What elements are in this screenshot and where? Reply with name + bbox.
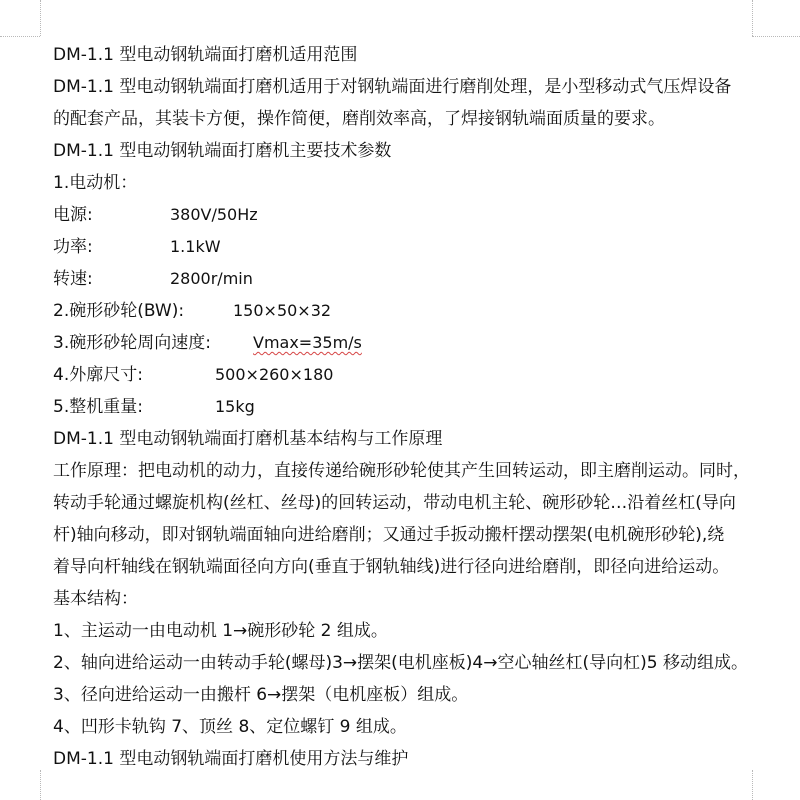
principle-line-3: 杆)轴向移动，即对钢轨端面轴向进给磨削；又通过手扳动搬杆摆动摆架(电机碗形砂轮),绕 [53, 525, 725, 545]
intro-line-2: 的配套产品，其装卡方便，操作简便，磨削效率高，了焊接钢轨端面质量的要求。 [53, 109, 665, 129]
motor-heading: 1.电动机： [53, 173, 138, 193]
principle-line-2: 转动手轮通过螺旋机构(丝杠、丝母)的回转运动，带动电机主轮、碗形砂轮…沿着丝杠(导向 [53, 493, 736, 513]
margin-guide-bottom-left [40, 770, 41, 800]
spec-label: 转速: [53, 269, 93, 289]
spec-row-wheel-speed [53, 327, 793, 359]
spec-value: 15kg [215, 397, 255, 416]
structure-heading: 基本结构： [53, 589, 138, 609]
spec-label: 3.碗形砂轮周向速度: [53, 333, 211, 353]
spec-value: Vmax=35m/s [253, 333, 362, 352]
spec-row-power [53, 231, 793, 263]
margin-guide-top-left [40, 0, 41, 36]
structure-item-3: 3、径向进给运动一由搬杆 6→摆架（电机座板）组成。 [53, 685, 469, 705]
spec-row-weight [53, 391, 793, 423]
margin-guide-top-right [752, 0, 753, 36]
spec-value: 500×260×180 [215, 365, 334, 384]
section-title-scope: DM-1.1 型电动钢轨端面打磨机适用范围 [53, 45, 358, 65]
spec-value: 1.1kW [170, 237, 221, 256]
structure-item-4: 4、凹形卡轨钩 7、顶丝 8、定位螺钉 9 组成。 [53, 717, 407, 737]
spec-label: 功率: [53, 237, 93, 257]
document-body [53, 39, 793, 775]
spec-value: 150×50×32 [233, 301, 332, 320]
section-title-principle: DM-1.1 型电动钢轨端面打磨机基本结构与工作原理 [53, 429, 443, 449]
margin-guide-top-left-h [0, 36, 40, 37]
spec-label: 4.外廓尺寸: [53, 365, 143, 385]
spec-row-speed [53, 263, 793, 295]
principle-line-4: 着导向杆轴线在钢轨端面径向方向(垂直于钢轨轴线)进行径向进给磨削，即径向进给运动。 [53, 557, 730, 577]
spec-row-power-supply [53, 199, 793, 231]
section-title-specs: DM-1.1 型电动钢轨端面打磨机主要技术参数 [53, 141, 392, 161]
spec-label: 5.整机重量: [53, 397, 143, 417]
spec-value: 380V/50Hz [170, 205, 258, 224]
spec-value: 2800r/min [170, 269, 253, 288]
spec-row-wheel [53, 295, 793, 327]
principle-line-1: 工作原理：把电动机的动力，直接传递给碗形砂轮使其产生回转运动，即主磨削运动。同时， [53, 461, 750, 481]
spec-label: 电源: [53, 205, 93, 225]
section-title-usage: DM-1.1 型电动钢轨端面打磨机使用方法与维护 [53, 749, 409, 769]
structure-item-1: 1、主运动一由电动机 1→碗形砂轮 2 组成。 [53, 621, 388, 641]
margin-guide-top-right-h [752, 36, 800, 37]
intro-line-1: DM-1.1 型电动钢轨端面打磨机适用于对钢轨端面进行磨削处理，是小型移动式气压焊设备 [53, 77, 732, 97]
spec-row-dimensions [53, 359, 793, 391]
spec-label: 2.碗形砂轮(BW): [53, 301, 185, 321]
structure-item-2: 2、轴向进给运动一由转动手轮(螺母)3→摆架(电机座板)4→空心轴丝杠(导向杠)5 移动组成。 [53, 653, 748, 673]
